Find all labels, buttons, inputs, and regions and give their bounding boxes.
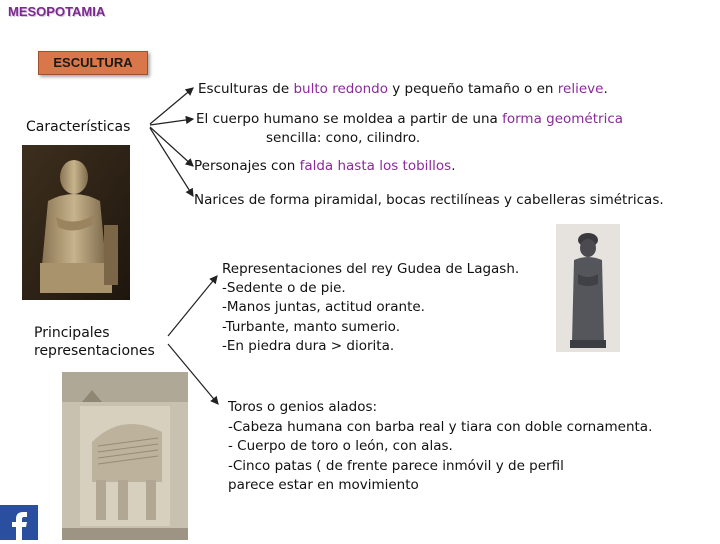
lamassu-image xyxy=(62,372,188,540)
caracteristicas-label: Características xyxy=(26,119,131,135)
toros-line: -Cabeza humana con barba real y tiara con doble cornamenta. xyxy=(228,419,653,435)
principales-label-1: Principales xyxy=(34,325,110,341)
feature-line-2b: sencilla: cono, cilindro. xyxy=(266,130,421,146)
arrow-4 xyxy=(150,128,193,196)
section-tag: ESCULTURA xyxy=(38,51,148,75)
gudea-statue-image xyxy=(556,224,620,352)
principales-label-2: representaciones xyxy=(34,343,155,359)
toros-title: Toros o genios alados: xyxy=(228,399,378,415)
toros-line: -Cinco patas ( de frente parece inmóvil y de perfil xyxy=(228,458,564,474)
feature-line-3: Personajes con falda hasta los tobillos. xyxy=(194,158,456,174)
gudea-line: -Turbante, manto sumerio. xyxy=(222,319,400,335)
brand-title: MESOPOTAMIA xyxy=(8,4,106,19)
toros-line: - Cuerpo de toro o león, con alas. xyxy=(228,438,453,454)
gudea-line: -Manos juntas, actitud orante. xyxy=(222,299,425,315)
facebook-icon[interactable] xyxy=(0,505,38,540)
gudea-line: -Sedente o de pie. xyxy=(222,280,346,296)
toros-line: parece estar en movimiento xyxy=(228,477,419,493)
arrow-3 xyxy=(150,127,193,166)
arrow-2 xyxy=(150,119,193,125)
seated-statue-image xyxy=(22,145,130,300)
feature-line-1: Esculturas de bulto redondo y pequeño tamaño o en relieve. xyxy=(198,81,608,97)
feature-line-4: Narices de forma piramidal, bocas rectilíneas y cabelleras simétricas. xyxy=(194,192,664,208)
arrow-1 xyxy=(150,88,193,124)
feature-line-2: El cuerpo humano se moldea a partir de una forma geométrica xyxy=(196,111,624,127)
gudea-title: Representaciones del rey Gudea de Lagash. xyxy=(222,261,520,277)
arrow-5 xyxy=(168,276,217,336)
gudea-line: -En piedra dura > diorita. xyxy=(222,338,395,354)
